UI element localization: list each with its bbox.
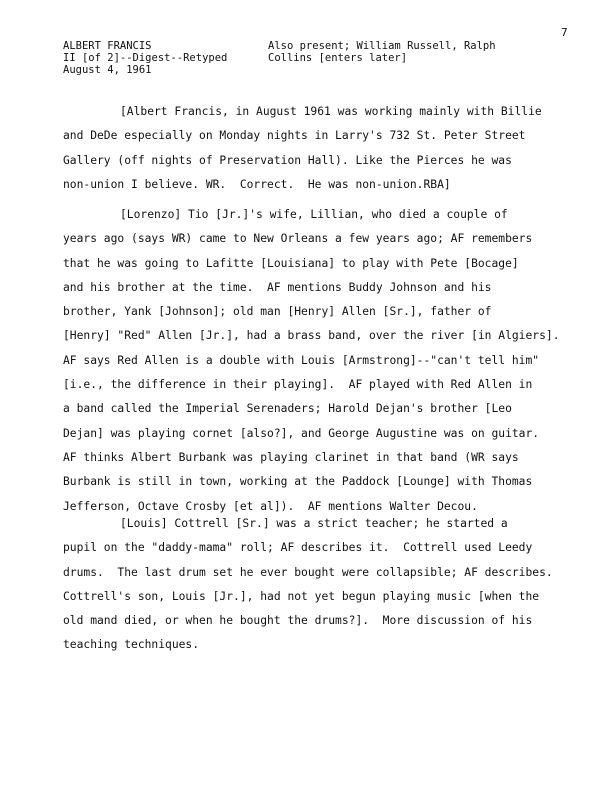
text-line: a band called the Imperial Serenaders; Harold Dejan's brother [Leo	[63, 402, 512, 416]
text-line: that he was going to Lafitte [Louisiana] to play with Pete [Bocage]	[63, 256, 519, 270]
text-line: Gallery (off nights of Preservation Hall). Like the Pierces he was	[63, 153, 512, 167]
header-digest-label: II [of 2]--Digest--Retyped	[63, 52, 228, 64]
paragraph-editor-note	[63, 100, 583, 197]
text-line: and DeDe especially on Monday nights in Larry's 732 St. Peter Street	[63, 129, 526, 143]
text-line: Jefferson, Octave Crosby [et al]). AF mentions Walter Decou.	[63, 499, 478, 513]
page-number: 7	[561, 26, 568, 39]
text-line: Burbank is still in town, working at the Paddock [Lounge] with Thomas	[63, 475, 533, 489]
text-line: teaching techniques.	[63, 638, 200, 652]
text-line: AF says Red Allen is a double with Louis [Armstrong]--"can't tell him"	[63, 353, 540, 367]
text-line: and his brother at the time. AF mentions Buddy Johnson and his	[63, 280, 492, 294]
paragraph-tio-allen	[63, 203, 583, 519]
text-line: [Albert Francis, in August 1961 was working mainly with Billie	[120, 105, 542, 118]
text-line: Dejan] was playing cornet [also?], and George Augustine was on guitar.	[63, 426, 540, 440]
header-also-present-cont: Collins [enters later]	[268, 52, 408, 64]
text-line: AF thinks Albert Burbank was playing clarinet in that band (WR says	[63, 450, 519, 464]
header-also-present: Also present; William Russell, Ralph	[268, 40, 496, 52]
text-line: years ago (says WR) came to New Orleans a few years ago; AF remembers	[63, 232, 533, 246]
text-line: Cottrell's son, Louis [Jr.], had not yet begun playing music [when the	[63, 589, 540, 603]
header-interviewee: ALBERT FRANCIS	[63, 40, 152, 52]
paragraph-cottrell	[63, 512, 583, 658]
text-line: [i.e., the difference in their playing]. AF played with Red Allen in	[63, 378, 533, 392]
text-line: brother, Yank [Johnson]; old man [Henry] Allen [Sr.], father of	[63, 305, 492, 319]
text-line: pupil on the "daddy-mama" roll; AF describes it. Cottrell used Leedy	[63, 541, 533, 555]
text-line: [Louis] Cottrell [Sr.] was a strict teacher; he started a	[120, 517, 508, 530]
text-line: [Henry] "Red" Allen [Jr.], had a brass band, over the river [in Algiers].	[63, 329, 560, 343]
text-line: old mand died, or when he bought the drums?]. More discussion of his	[63, 614, 533, 628]
header-date: August 4, 1961	[63, 64, 152, 76]
text-line: drums. The last drum set he ever bought were collapsible; AF describes.	[63, 565, 553, 579]
text-line: [Lorenzo] Tio [Jr.]'s wife, Lillian, who died a couple of	[120, 208, 508, 221]
text-line: non-union I believe. WR. Correct. He was non-union.RBA]	[63, 177, 451, 191]
